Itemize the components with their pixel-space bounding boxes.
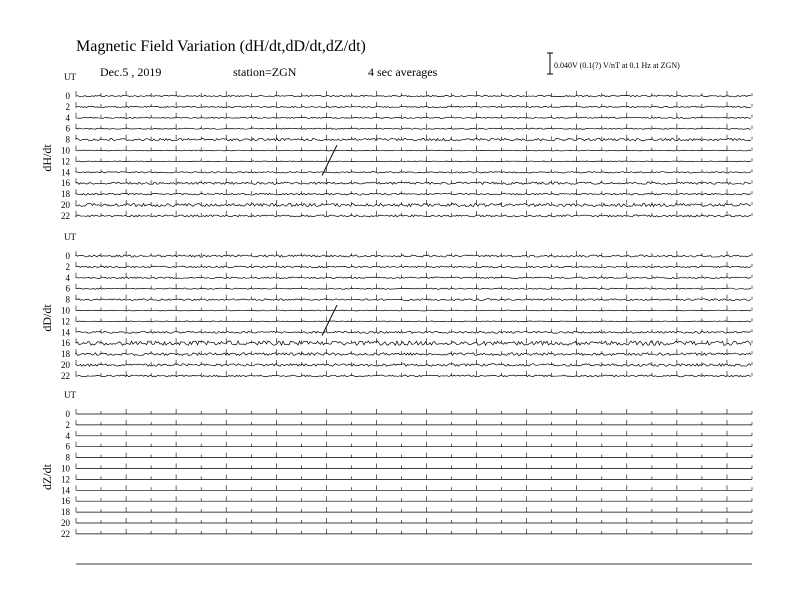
panel-name: dZ/dt	[40, 464, 54, 490]
hour-ticks	[76, 211, 752, 216]
hour-label: 20	[61, 200, 70, 210]
hour-label: 14	[61, 327, 70, 338]
ut-label: UT	[64, 232, 76, 242]
trace-row	[76, 203, 751, 206]
hour-label: 8	[65, 294, 70, 305]
trace-row	[76, 331, 751, 333]
trace-row	[76, 288, 751, 289]
ut-label: UT	[64, 72, 76, 82]
trace-row	[76, 138, 751, 141]
hour-label: 4	[65, 272, 70, 283]
hour-ticks	[76, 409, 752, 414]
trace-row	[76, 277, 751, 279]
hour-label: 16	[61, 338, 70, 349]
trace-row	[76, 341, 751, 345]
hour-label: 8	[65, 134, 70, 145]
hour-ticks	[76, 135, 752, 140]
averaging-label: 4 sec averages	[368, 65, 438, 79]
trace-row	[76, 299, 751, 301]
trace-row	[76, 182, 751, 184]
scale-bar-label: 0.040V (0.1(?) V/nT at 0.1 Hz at ZGN)	[554, 61, 680, 70]
hour-ticks	[76, 124, 752, 129]
panel-2	[40, 390, 752, 539]
trace-row	[76, 128, 751, 129]
hour-label: 20	[61, 360, 70, 370]
hour-label: 22	[61, 528, 70, 539]
hour-ticks	[76, 464, 752, 469]
panel-name: dH/dt	[40, 144, 54, 172]
hour-ticks	[76, 102, 752, 107]
hour-label: 12	[61, 156, 70, 167]
station-label: station=ZGN	[233, 65, 297, 79]
trace-row	[76, 95, 751, 97]
hour-ticks	[76, 316, 752, 321]
trace-row	[76, 117, 751, 118]
hour-ticks	[76, 442, 752, 447]
trace-connector	[322, 305, 337, 336]
trace-row	[76, 161, 751, 162]
hour-label: 12	[61, 316, 70, 327]
trace-row	[76, 172, 751, 173]
hour-label: 0	[65, 409, 70, 419]
hour-label: 10	[61, 463, 70, 474]
trace-row	[76, 266, 751, 268]
hour-ticks	[76, 496, 752, 501]
ut-label: UT	[64, 390, 76, 400]
trace-row	[76, 321, 751, 322]
hour-ticks	[76, 156, 752, 161]
hour-label: 4	[65, 112, 70, 123]
hour-ticks	[76, 167, 752, 172]
hour-ticks	[76, 431, 752, 436]
hour-label: 18	[61, 507, 70, 518]
trace-row	[76, 310, 751, 311]
panel-1	[40, 232, 752, 381]
trace-row	[76, 106, 751, 107]
hour-label: 2	[65, 419, 70, 430]
hour-label: 6	[65, 441, 70, 452]
date-label: Dec.5 , 2019	[100, 65, 162, 79]
trace-row	[76, 193, 751, 195]
trace-row	[76, 353, 751, 356]
trace-connector	[322, 145, 337, 176]
hour-ticks	[76, 420, 752, 425]
hour-ticks	[76, 507, 752, 512]
panel-0	[40, 72, 752, 221]
hour-label: 18	[61, 189, 70, 200]
hour-ticks	[76, 529, 752, 534]
hour-label: 4	[65, 430, 70, 441]
hour-label: 22	[61, 210, 70, 221]
trace-row	[76, 255, 751, 257]
hour-label: 6	[65, 123, 70, 134]
hour-ticks	[76, 518, 752, 523]
hour-label: 14	[61, 485, 70, 496]
chart-title: Magnetic Field Variation (dH/dt,dD/dt,dZ/dt)	[76, 38, 366, 55]
hour-ticks	[76, 453, 752, 458]
trace-row	[76, 364, 751, 367]
hour-label: 18	[61, 349, 70, 360]
hour-label: 0	[65, 251, 70, 261]
hour-label: 0	[65, 91, 70, 101]
hour-label: 22	[61, 370, 70, 381]
hour-label: 16	[61, 496, 70, 507]
hour-label: 2	[65, 261, 70, 272]
scale-bar	[547, 53, 553, 74]
hour-ticks	[76, 485, 752, 490]
panel-name: dD/dt	[40, 304, 54, 332]
hour-ticks	[76, 262, 752, 267]
hour-label: 10	[61, 305, 70, 316]
trace-row	[76, 150, 751, 151]
hour-ticks	[76, 284, 752, 289]
hour-label: 8	[65, 452, 70, 463]
hour-ticks	[76, 338, 752, 343]
hour-ticks	[76, 91, 752, 96]
hour-ticks	[76, 306, 752, 311]
hour-ticks	[76, 474, 752, 479]
hour-label: 16	[61, 178, 70, 189]
panels	[40, 72, 752, 539]
hour-label: 6	[65, 283, 70, 294]
hour-label: 20	[61, 518, 70, 528]
trace-row	[76, 215, 751, 217]
hour-label: 14	[61, 167, 70, 178]
hour-ticks	[76, 273, 752, 278]
hour-label: 10	[61, 145, 70, 156]
trace-row	[76, 375, 751, 377]
hour-label: 12	[61, 474, 70, 485]
hour-ticks	[76, 146, 752, 151]
hour-label: 2	[65, 101, 70, 112]
